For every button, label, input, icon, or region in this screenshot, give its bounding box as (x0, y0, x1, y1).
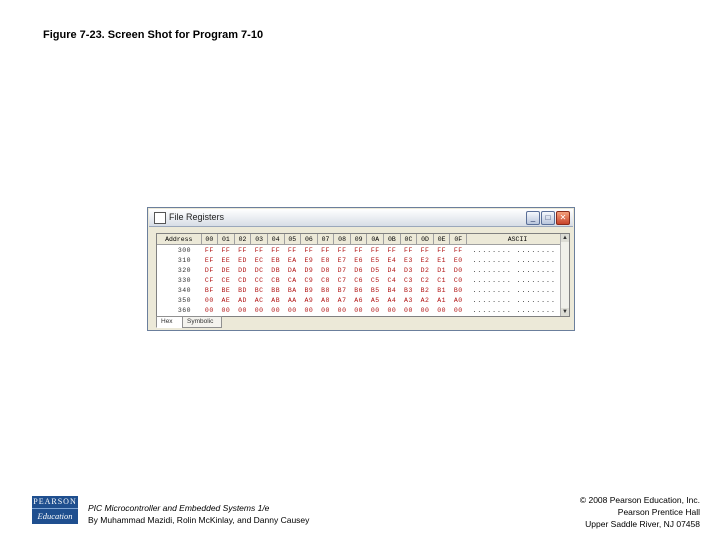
byte-cell[interactable]: C1 (437, 276, 447, 284)
byte-cell[interactable]: E5 (370, 256, 380, 264)
byte-cell[interactable]: 00 (238, 306, 247, 314)
byte-cell[interactable]: DF (204, 266, 214, 274)
byte-cell[interactable]: A9 (304, 296, 314, 304)
byte-cell[interactable]: AE (221, 296, 231, 304)
byte-cell[interactable]: EB (271, 256, 281, 264)
byte-cell[interactable]: FF (354, 246, 364, 254)
byte-cell[interactable]: B7 (337, 286, 347, 294)
column-header-byte[interactable]: 01 (218, 234, 235, 245)
byte-cell[interactable]: 00 (420, 306, 430, 314)
byte-cell[interactable]: A1 (437, 296, 447, 304)
register-table (157, 234, 569, 315)
byte-cell[interactable]: FF (238, 246, 247, 254)
byte-cell[interactable]: FF (287, 246, 297, 254)
address-cell: 330 (177, 276, 192, 284)
byte-cell[interactable]: E8 (321, 256, 330, 264)
byte-cell[interactable]: D9 (304, 266, 314, 274)
pearson-logo (32, 496, 78, 524)
publisher-name: Pearson Prentice Hall (617, 507, 700, 517)
byte-cell[interactable]: B0 (453, 286, 463, 294)
byte-cell[interactable]: CE (221, 276, 231, 284)
byte-cell[interactable]: B5 (370, 286, 380, 294)
byte-cell[interactable]: C0 (453, 276, 463, 284)
byte-cell[interactable]: D8 (321, 266, 330, 274)
column-header-byte[interactable]: 0C (400, 234, 417, 245)
byte-cell[interactable]: FF (404, 246, 413, 254)
window-titlebar[interactable] (149, 209, 573, 227)
maximize-button[interactable]: □ (541, 211, 555, 225)
byte-cell[interactable]: CB (271, 276, 281, 284)
figure-title: Figure 7-23. Screen Shot for Program 7-10 (43, 29, 264, 41)
byte-cell[interactable]: C7 (337, 276, 347, 284)
byte-cell[interactable]: D1 (437, 266, 447, 274)
byte-cell[interactable]: E9 (304, 256, 314, 264)
ascii-cell: ........ ........ (472, 286, 556, 294)
byte-cell[interactable]: CF (204, 276, 214, 284)
byte-cell[interactable]: 00 (404, 306, 413, 314)
footer-book-info (88, 502, 309, 526)
byte-cell[interactable]: B1 (437, 286, 447, 294)
copyright-text: © 2008 Pearson Education, Inc. (579, 495, 700, 505)
byte-cell[interactable]: D3 (404, 266, 413, 274)
logo-line-1: PEARSON (32, 496, 78, 509)
byte-cell[interactable]: C2 (420, 276, 430, 284)
column-header-byte[interactable]: 07 (317, 234, 334, 245)
column-header-byte[interactable]: 00 (201, 234, 218, 245)
tab-symbolic[interactable]: Symbolic (182, 316, 222, 328)
byte-cell[interactable]: BF (204, 286, 214, 294)
byte-cell[interactable]: AA (287, 296, 297, 304)
byte-cell[interactable]: 00 (437, 306, 447, 314)
ascii-cell: ........ ........ (472, 306, 556, 314)
table-row[interactable] (157, 275, 569, 285)
minimize-button[interactable]: _ (526, 211, 540, 225)
byte-cell[interactable]: EC (254, 256, 264, 264)
byte-cell[interactable]: FF (453, 246, 463, 254)
scroll-down-icon[interactable]: ▼ (562, 309, 568, 315)
table-row[interactable] (157, 255, 569, 265)
byte-cell[interactable]: 00 (271, 306, 281, 314)
byte-cell[interactable]: AD (238, 296, 247, 304)
byte-cell[interactable]: DE (221, 266, 231, 274)
logo-line-2: Education (37, 511, 73, 521)
column-header-byte[interactable]: 0A (367, 234, 384, 245)
byte-cell[interactable]: BE (221, 286, 231, 294)
address-cell: 360 (177, 306, 192, 314)
byte-cell[interactable]: AB (271, 296, 281, 304)
column-header-byte[interactable]: 0D (417, 234, 434, 245)
byte-cell[interactable]: BB (271, 286, 281, 294)
column-header-byte[interactable]: 0B (384, 234, 401, 245)
byte-cell[interactable]: E6 (354, 256, 364, 264)
byte-cell[interactable]: 00 (354, 306, 364, 314)
byte-cell[interactable]: D6 (354, 266, 364, 274)
byte-cell[interactable]: A6 (354, 296, 364, 304)
column-header-byte[interactable]: 05 (284, 234, 301, 245)
close-button[interactable]: ✕ (556, 211, 570, 225)
byte-cell[interactable]: C8 (321, 276, 330, 284)
column-header-byte[interactable]: 08 (334, 234, 351, 245)
window-app-icon (154, 212, 166, 224)
table-header-row (157, 234, 569, 245)
byte-cell[interactable]: B6 (354, 286, 364, 294)
byte-cell[interactable]: D0 (453, 266, 463, 274)
table-row[interactable] (157, 295, 569, 305)
table-row[interactable] (157, 305, 569, 315)
byte-cell[interactable]: CC (254, 276, 264, 284)
byte-cell[interactable]: D2 (420, 266, 430, 274)
ascii-cell: ........ ........ (472, 246, 556, 254)
file-registers-window (147, 207, 575, 331)
column-header-byte[interactable]: 06 (301, 234, 318, 245)
byte-cell[interactable]: A0 (453, 296, 463, 304)
byte-cell[interactable]: FF (304, 246, 314, 254)
ascii-cell: ........ ........ (472, 266, 556, 274)
byte-cell[interactable]: C5 (370, 276, 380, 284)
ascii-cell: ........ ........ (472, 296, 556, 304)
byte-cell[interactable]: EF (204, 256, 214, 264)
byte-cell[interactable]: BD (238, 286, 247, 294)
byte-cell[interactable]: B2 (420, 286, 430, 294)
byte-cell[interactable]: 00 (321, 306, 330, 314)
byte-cell[interactable]: C3 (404, 276, 413, 284)
table-row[interactable] (157, 265, 569, 275)
column-header-byte[interactable]: 03 (251, 234, 268, 245)
byte-cell[interactable]: FF (420, 246, 430, 254)
address-cell: 310 (177, 256, 192, 264)
byte-cell[interactable]: DA (287, 266, 297, 274)
book-title: PIC Microcontroller and Embedded Systems 1/e (88, 503, 270, 513)
column-header-address[interactable]: Address (157, 234, 201, 245)
byte-cell[interactable]: D5 (370, 266, 380, 274)
byte-cell[interactable]: FF (271, 246, 281, 254)
byte-cell[interactable]: B3 (404, 286, 413, 294)
byte-cell[interactable]: FF (370, 246, 380, 254)
byte-cell[interactable]: E2 (420, 256, 430, 264)
column-header-byte[interactable]: 0E (433, 234, 450, 245)
byte-cell[interactable]: A5 (370, 296, 380, 304)
byte-cell[interactable]: E0 (453, 256, 463, 264)
byte-cell[interactable]: AC (254, 296, 264, 304)
byte-cell[interactable]: A7 (337, 296, 347, 304)
byte-cell[interactable]: DD (238, 266, 247, 274)
byte-cell[interactable]: E1 (437, 256, 447, 264)
byte-cell[interactable]: E3 (404, 256, 413, 264)
byte-cell[interactable]: DC (254, 266, 264, 274)
byte-cell[interactable]: 00 (304, 306, 314, 314)
address-cell: 320 (177, 266, 192, 274)
column-header-byte[interactable]: 09 (350, 234, 367, 245)
table-row[interactable] (157, 245, 569, 256)
byte-cell[interactable]: ED (238, 256, 247, 264)
window-title: File Registers (169, 212, 225, 222)
byte-cell[interactable]: EE (221, 256, 231, 264)
byte-cell[interactable]: D7 (337, 266, 347, 274)
byte-cell[interactable]: CA (287, 276, 297, 284)
ascii-cell: ........ ........ (472, 256, 556, 264)
byte-cell[interactable]: B4 (387, 286, 397, 294)
byte-cell[interactable]: C6 (354, 276, 364, 284)
byte-cell[interactable]: FF (221, 246, 231, 254)
tab-hex[interactable]: Hex (156, 316, 186, 328)
publisher-location: Upper Saddle River, NJ 07458 (585, 519, 700, 529)
address-cell: 340 (177, 286, 192, 294)
byte-cell[interactable]: A3 (404, 296, 413, 304)
byte-cell[interactable]: CD (238, 276, 247, 284)
table-row[interactable] (157, 285, 569, 295)
byte-cell[interactable]: 00 (337, 306, 347, 314)
byte-cell[interactable]: FF (437, 246, 447, 254)
byte-cell[interactable]: BA (287, 286, 297, 294)
byte-cell[interactable]: A2 (420, 296, 430, 304)
footer-publisher-info (580, 494, 700, 530)
byte-cell[interactable]: FF (337, 246, 347, 254)
byte-cell[interactable]: BC (254, 286, 264, 294)
byte-cell[interactable]: A8 (321, 296, 330, 304)
address-cell: 350 (177, 296, 192, 304)
byte-cell[interactable]: 00 (387, 306, 397, 314)
byte-cell[interactable]: C9 (304, 276, 314, 284)
byte-cell[interactable]: DB (271, 266, 281, 274)
byte-cell[interactable]: 00 (204, 306, 214, 314)
register-grid[interactable] (156, 233, 570, 317)
book-authors: By Muhammad Mazidi, Rolin McKinlay, and Danny Causey (88, 515, 310, 525)
byte-cell[interactable]: C4 (387, 276, 397, 284)
byte-cell[interactable]: 00 (221, 306, 231, 314)
byte-cell[interactable]: E7 (337, 256, 347, 264)
scroll-up-icon[interactable]: ▲ (562, 235, 568, 241)
byte-cell[interactable]: FF (321, 246, 330, 254)
byte-cell[interactable]: E4 (387, 256, 397, 264)
byte-cell[interactable]: 00 (204, 296, 214, 304)
column-header-ascii[interactable]: ASCII (467, 234, 569, 245)
column-header-byte[interactable]: 04 (267, 234, 284, 245)
byte-cell[interactable]: B9 (304, 286, 314, 294)
byte-cell[interactable]: FF (204, 246, 214, 254)
byte-cell[interactable]: 00 (254, 306, 264, 314)
byte-cell[interactable]: FF (254, 246, 264, 254)
address-cell: 300 (177, 246, 192, 254)
column-header-byte[interactable]: 0F (450, 234, 467, 245)
ascii-cell: ........ ........ (472, 276, 556, 284)
vertical-scrollbar[interactable] (560, 234, 569, 316)
byte-cell[interactable]: 00 (370, 306, 380, 314)
byte-cell[interactable]: D4 (387, 266, 397, 274)
byte-cell[interactable]: A4 (387, 296, 397, 304)
byte-cell[interactable]: FF (387, 246, 397, 254)
column-header-byte[interactable]: 02 (234, 234, 251, 245)
byte-cell[interactable]: 00 (453, 306, 463, 314)
byte-cell[interactable]: 00 (287, 306, 297, 314)
byte-cell[interactable]: B8 (321, 286, 330, 294)
byte-cell[interactable]: EA (287, 256, 297, 264)
